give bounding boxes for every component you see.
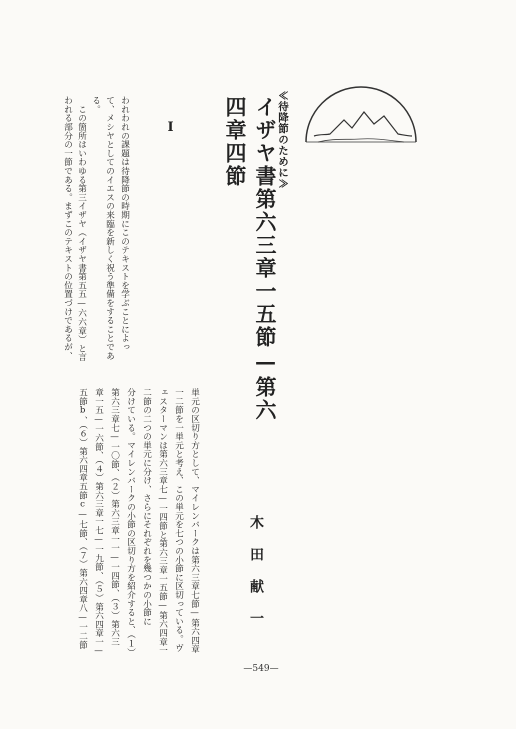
body-paragraph-line: 第六三章七—一〇節、（２）第六三章一一—一四節、（３）第六三	[109, 388, 120, 647]
body-paragraph-line: る。	[90, 96, 101, 114]
body-paragraph-line: 一二節を一単元と考え、この単元を七つの小節に区切っている。ヴ	[173, 388, 184, 652]
article-title-line-1: イザヤ書第六三章一五節—第六	[253, 96, 278, 422]
body-paragraph-line: 単元の区切り方として、マイレンバークは第六三章七節—第六四章	[189, 388, 200, 654]
series-label: ≪待降節のために≫	[277, 90, 289, 189]
author-name: 木田献一	[248, 515, 264, 643]
mountain-emblem-icon	[300, 76, 422, 146]
body-paragraph-line: て、メシヤとしてのイエスの来臨を新しく祝う準備をすることであ	[104, 96, 115, 360]
body-paragraph-line: 五節b、（６）第六四章五節c—七節、（７）第六四章八—一二節	[77, 388, 88, 649]
body-paragraph-line: この箇所はいわゆる第三イザヤ（イザヤ書第五五—六六章）と言	[76, 96, 87, 362]
body-paragraph-line: ェスターマンは第六三章七—一四節と第六三章一五節—第六四章一	[157, 388, 168, 655]
page-number: —549—	[243, 664, 279, 674]
section-number: I	[163, 120, 178, 135]
body-paragraph-line: 分けている。マイレンバークの小節の区切り方を紹介すると、（１）	[125, 388, 136, 657]
body-paragraph-line: 章一五—一六節、（４）第六三章一七—一九節、（５）第六四章一—	[93, 388, 104, 657]
body-paragraph-line: われわれの課題は待降節の時期にこのテキストを学ぶことによっ	[119, 96, 130, 352]
article-title-line-2: 四章四節	[223, 96, 248, 188]
body-paragraph-line: 二節の二つの単元に分け、さらにそれぞれを幾つかの小節に	[141, 388, 152, 626]
body-paragraph-line: われる部分の一節である。まずこのテキストの位置づけであるが、	[62, 96, 73, 360]
